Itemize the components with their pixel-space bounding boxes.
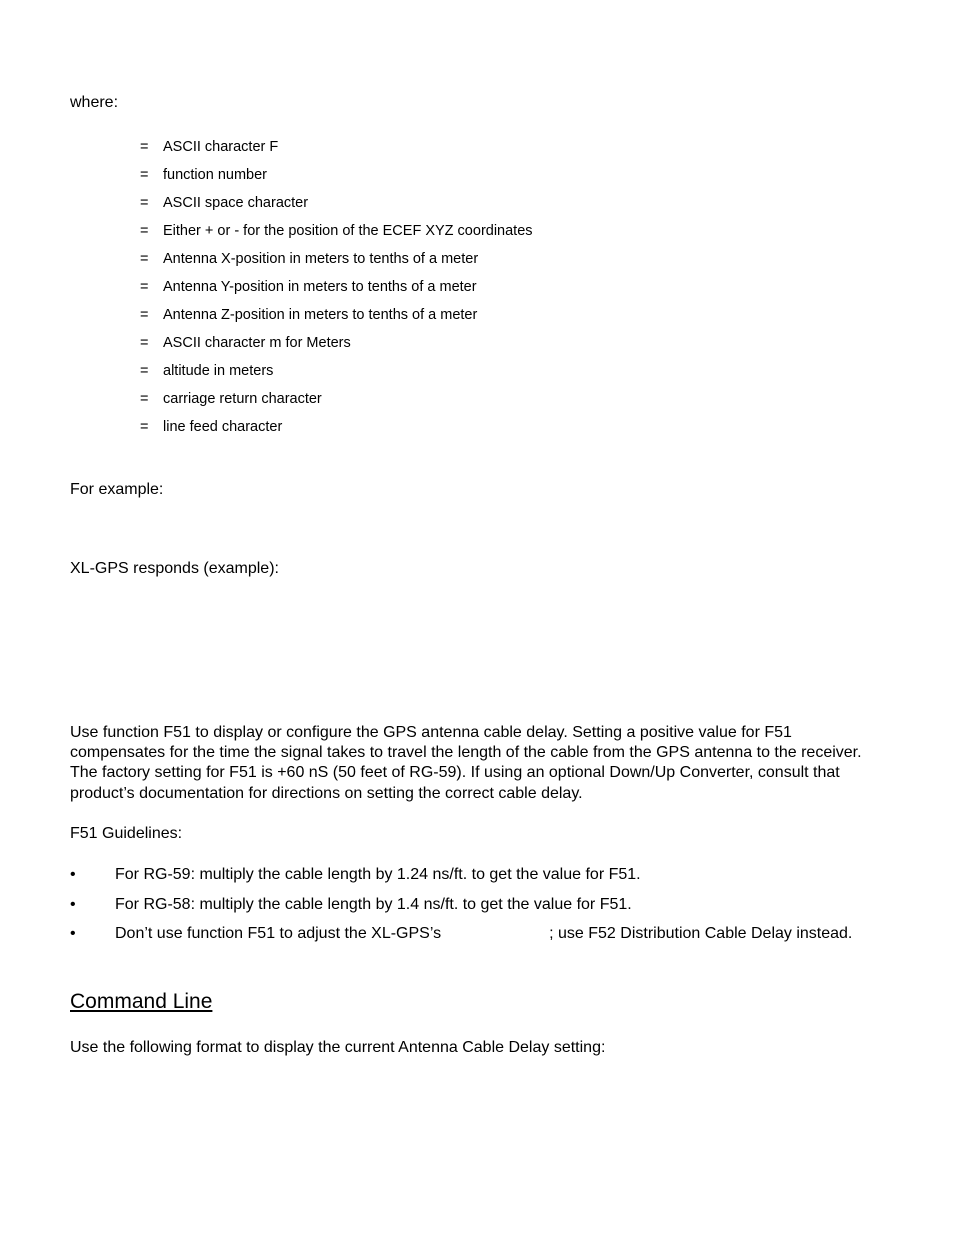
guideline-text: For RG-59: multiply the cable length by 1.24 ns/ft. to get the value for F51. xyxy=(115,866,641,883)
definition-item xyxy=(140,333,533,361)
bullet-icon: • xyxy=(70,925,76,942)
definition-item xyxy=(140,417,533,445)
equals-sign: = xyxy=(140,167,149,183)
equals-sign: = xyxy=(140,307,149,323)
equals-sign: = xyxy=(140,251,149,267)
bullet-icon: • xyxy=(70,895,76,913)
definition-text: ASCII character m for Meters xyxy=(163,335,351,351)
response-label: XL-GPS responds (example): xyxy=(70,560,279,577)
guideline-item xyxy=(70,924,870,944)
section-heading: Command Line xyxy=(70,990,213,1013)
definition-text: line feed character xyxy=(163,419,283,435)
definition-text: Antenna Y-position in meters to tenths of a meter xyxy=(163,279,477,295)
bullet-icon: • xyxy=(70,866,76,883)
equals-sign: = xyxy=(140,391,149,407)
guideline-text-end: ; use F52 Distribution Cable Delay instead. xyxy=(549,925,853,942)
definition-item xyxy=(140,361,533,389)
equals-sign: = xyxy=(140,419,149,435)
definition-text: ASCII space character xyxy=(163,195,309,211)
guideline-text xyxy=(115,924,870,944)
definition-text: function number xyxy=(163,167,267,183)
example-label: For example: xyxy=(70,481,164,498)
definition-list xyxy=(140,137,533,445)
definition-text: Antenna X-position in meters to tenths of a meter xyxy=(163,251,479,267)
definition-text: Antenna Z-position in meters to tenths of a meter xyxy=(163,307,478,323)
definition-item xyxy=(140,305,533,333)
f51-description: Use function F51 to display or configure the GPS antenna cable delay. Setting a positive value for F51 compensates for the time the signal takes to travel the length of the cable from the GPS antenna to the receiver. The factory setting for F51 is +60 nS (50 feet of RG-59). If using an optional Down/Up Converter, consult that product’s documentation for directions on setting the correct cable delay. xyxy=(70,724,862,802)
definition-text: carriage return character xyxy=(163,391,322,407)
definition-text: Either + or - for the position of the ECEF XYZ coordinates xyxy=(163,223,533,239)
definition-item xyxy=(140,249,533,277)
equals-sign: = xyxy=(140,223,149,239)
equals-sign: = xyxy=(140,335,149,351)
definition-item xyxy=(140,137,533,165)
equals-sign: = xyxy=(140,363,149,379)
definition-item xyxy=(140,165,533,193)
guideline-item xyxy=(70,865,870,885)
equals-sign: = xyxy=(140,279,149,295)
equals-sign: = xyxy=(140,139,149,155)
guideline-text: For RG-58: multiply the cable length by 1.4 ns/ft. to get the value for F51. xyxy=(115,895,632,913)
guidelines-list xyxy=(70,865,870,954)
definition-item xyxy=(140,277,533,305)
definition-item xyxy=(140,389,533,417)
definition-text: ASCII character F xyxy=(163,139,279,155)
command-instruction: Use the following format to display the current Antenna Cable Delay setting: xyxy=(70,1039,606,1056)
definition-item xyxy=(140,221,533,249)
definition-item xyxy=(140,193,533,221)
where-label: where: xyxy=(70,94,119,111)
guidelines-label: F51 Guidelines: xyxy=(70,825,183,842)
definition-text: altitude in meters xyxy=(163,363,274,379)
equals-sign: = xyxy=(140,195,149,211)
guideline-text-start: Don’t use function F51 to adjust the XL-GPS’s xyxy=(115,925,442,942)
guideline-item xyxy=(70,895,870,915)
